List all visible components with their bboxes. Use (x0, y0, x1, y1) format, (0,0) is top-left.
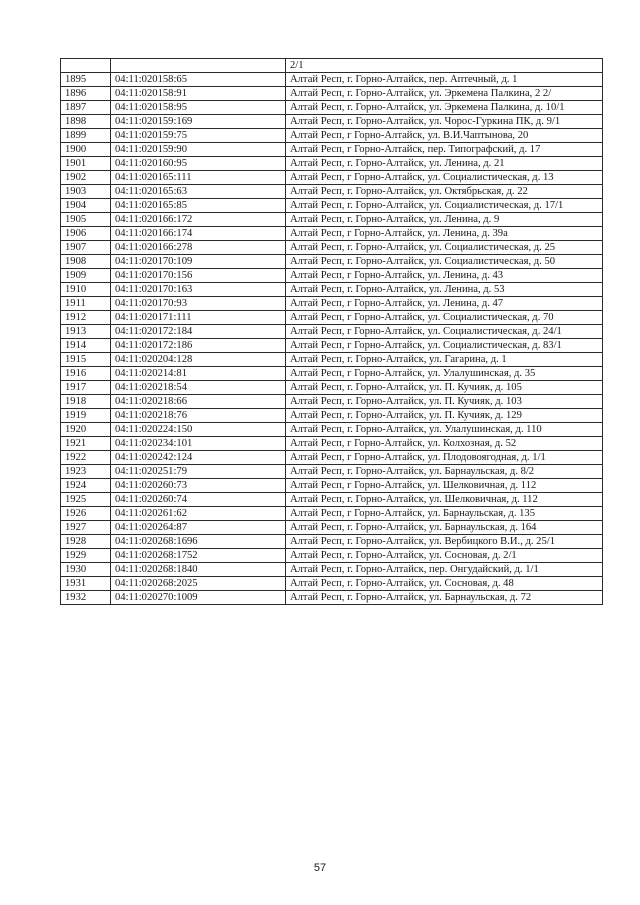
address-cell: Алтай Респ, г. Горно-Алтайск, ул. Барнаульская, д. 164 (286, 521, 603, 535)
table-row (61, 101, 603, 115)
row-number-cell: 1918 (61, 395, 111, 409)
cadastral-number-cell: 04:11:020165:111 (111, 171, 286, 185)
address-cell: Алтай Респ, г. Горно-Алтайск, ул. Барнаульская, д. 72 (286, 591, 603, 605)
cadastral-number-cell: 04:11:020270:1009 (111, 591, 286, 605)
row-number-cell: 1914 (61, 339, 111, 353)
table-row (61, 283, 603, 297)
table-row (61, 451, 603, 465)
table-row (61, 479, 603, 493)
table-row (61, 157, 603, 171)
address-cell: Алтай Респ, г Горно-Алтайск, ул. Барнаульская, д. 135 (286, 507, 603, 521)
row-number-cell: 1909 (61, 269, 111, 283)
row-number-cell: 1906 (61, 227, 111, 241)
cadastral-number-cell: 04:11:020224:150 (111, 423, 286, 437)
address-cell: Алтай Респ, г. Горно-Алтайск, ул. П. Кучияк, д. 129 (286, 409, 603, 423)
row-number-cell: 1923 (61, 465, 111, 479)
address-cell: Алтай Респ, г Горно-Алтайск, ул. Социалистическая, д. 83/1 (286, 339, 603, 353)
cadastral-number-cell: 04:11:020204:128 (111, 353, 286, 367)
address-cell: Алтай Респ, г Горно-Алтайск, ул. Шелковичная, д. 112 (286, 479, 603, 493)
table-row (61, 325, 603, 339)
table-row (61, 311, 603, 325)
cadastral-number-cell: 04:11:020234:101 (111, 437, 286, 451)
address-cell: Алтай Респ, г Горно-Алтайск, ул. В.И.Чаптынова, 20 (286, 129, 603, 143)
registry-table-body (61, 59, 603, 605)
address-cell: Алтай Респ, г. Горно-Алтайск, ул. П. Кучияк, д. 103 (286, 395, 603, 409)
row-number-cell: 1928 (61, 535, 111, 549)
cadastral-number-cell: 04:11:020172:186 (111, 339, 286, 353)
cadastral-number-cell: 04:11:020170:109 (111, 255, 286, 269)
table-row (61, 255, 603, 269)
table-row (61, 297, 603, 311)
address-cell: Алтай Респ, г. Горно-Алтайск, ул. П. Кучияк, д. 105 (286, 381, 603, 395)
row-number-cell: 1924 (61, 479, 111, 493)
address-cell: Алтай Респ, г. Горно-Алтайск, ул. Барнаульская, д. 8/2 (286, 465, 603, 479)
cadastral-number-cell: 04:11:020170:156 (111, 269, 286, 283)
property-registry-table (60, 58, 603, 605)
address-cell: Алтай Респ, г. Горно-Алтайск, ул. Ленина, д. 21 (286, 157, 603, 171)
row-number-cell: 1913 (61, 325, 111, 339)
cadastral-number-cell: 04:11:020218:66 (111, 395, 286, 409)
page-number: 57 (313, 862, 327, 874)
table-row (61, 129, 603, 143)
table-row (61, 241, 603, 255)
table-row (61, 577, 603, 591)
address-cell: Алтай Респ, г Горно-Алтайск, ул. Социалистическая, д. 24/1 (286, 325, 603, 339)
address-cell: Алтай Респ, г. Горно-Алтайск, ул. Эркемена Палкина, 2 2/ (286, 87, 603, 101)
table-row (61, 339, 603, 353)
address-cell: Алтай Респ, г. Горно-Алтайск, ул. Ленина, д. 9 (286, 213, 603, 227)
row-number-cell: 1897 (61, 101, 111, 115)
row-number-cell: 1926 (61, 507, 111, 521)
table-row (61, 185, 603, 199)
table-row (61, 409, 603, 423)
row-number-cell: 1901 (61, 157, 111, 171)
cadastral-number-cell: 04:11:020171:111 (111, 311, 286, 325)
table-row (61, 227, 603, 241)
address-cell: Алтай Респ, г Горно-Алтайск, ул. Улалушинская, д. 35 (286, 367, 603, 381)
cadastral-number-cell: 04:11:020159:90 (111, 143, 286, 157)
table-row (61, 115, 603, 129)
address-cell: Алтай Респ, г Горно-Алтайск, ул. Колхозная, д. 52 (286, 437, 603, 451)
row-number-cell: 1898 (61, 115, 111, 129)
cadastral-number-cell (111, 59, 286, 73)
row-number-cell: 1931 (61, 577, 111, 591)
table-row (61, 563, 603, 577)
table-row (61, 507, 603, 521)
table-row (61, 73, 603, 87)
row-number-cell: 1921 (61, 437, 111, 451)
address-cell: Алтай Респ, г. Горно-Алтайск, ул. Ленина, д. 53 (286, 283, 603, 297)
cadastral-number-cell: 04:11:020172:184 (111, 325, 286, 339)
row-number-cell: 1912 (61, 311, 111, 325)
cadastral-number-cell: 04:11:020260:73 (111, 479, 286, 493)
row-number-cell: 1908 (61, 255, 111, 269)
cadastral-number-cell: 04:11:020166:278 (111, 241, 286, 255)
address-cell: Алтай Респ, г. Горно-Алтайск, ул. Вербицкого В.И., д. 25/1 (286, 535, 603, 549)
cadastral-number-cell: 04:11:020214:81 (111, 367, 286, 381)
table-row (61, 213, 603, 227)
table-row (61, 171, 603, 185)
cadastral-number-cell: 04:11:020260:74 (111, 493, 286, 507)
row-number-cell: 1920 (61, 423, 111, 437)
cadastral-number-cell: 04:11:020170:163 (111, 283, 286, 297)
row-number-cell: 1899 (61, 129, 111, 143)
table-row (61, 395, 603, 409)
cadastral-number-cell: 04:11:020158:95 (111, 101, 286, 115)
address-cell: Алтай Респ, г. Горно-Алтайск, ул. Гагарина, д. 1 (286, 353, 603, 367)
address-cell: Алтай Респ, г Горно-Алтайск, ул. Ленина, д. 39а (286, 227, 603, 241)
table-row (61, 353, 603, 367)
row-number-cell: 1932 (61, 591, 111, 605)
address-cell: Алтай Респ, г. Горно-Алтайск, ул. Улалушинская, д. 110 (286, 423, 603, 437)
address-cell: Алтай Респ, г Горно-Алтайск, ул. Социалистическая, д. 13 (286, 171, 603, 185)
table-row (61, 423, 603, 437)
address-cell: Алтай Респ, г. Горно-Алтайск, ул. Октябрьская, д. 22 (286, 185, 603, 199)
cadastral-number-cell: 04:11:020165:63 (111, 185, 286, 199)
row-number-cell: 1917 (61, 381, 111, 395)
cadastral-number-cell: 04:11:020218:54 (111, 381, 286, 395)
address-cell: Алтай Респ, г Горно-Алтайск, ул. Плодовоягодная, д. 1/1 (286, 451, 603, 465)
row-number-cell: 1930 (61, 563, 111, 577)
table-row (61, 535, 603, 549)
address-cell: Алтай Респ, г. Горно-Алтайск, пер. Онгудайский, д. 1/1 (286, 563, 603, 577)
row-number-cell: 1916 (61, 367, 111, 381)
row-number-cell: 1927 (61, 521, 111, 535)
row-number-cell: 1895 (61, 73, 111, 87)
address-cell: Алтай Респ, г. Горно-Алтайск, ул. Чорос-Гуркина ПК, д. 9/1 (286, 115, 603, 129)
row-number-cell: 1900 (61, 143, 111, 157)
cadastral-number-cell: 04:11:020166:172 (111, 213, 286, 227)
address-cell: Алтай Респ, г Горно-Алтайск, ул. Социалистическая, д. 70 (286, 311, 603, 325)
table-row (61, 465, 603, 479)
cadastral-number-cell: 04:11:020268:2025 (111, 577, 286, 591)
table-row (61, 87, 603, 101)
cadastral-number-cell: 04:11:020264:87 (111, 521, 286, 535)
row-number-cell: 1915 (61, 353, 111, 367)
cadastral-number-cell: 04:11:020251:79 (111, 465, 286, 479)
address-cell: 2/1 (286, 59, 603, 73)
table-row (61, 381, 603, 395)
row-number-cell (61, 59, 111, 73)
cadastral-number-cell: 04:11:020268:1696 (111, 535, 286, 549)
address-cell: Алтай Респ, г. Горно-Алтайск, пер. Аптечный, д. 1 (286, 73, 603, 87)
row-number-cell: 1929 (61, 549, 111, 563)
cadastral-number-cell: 04:11:020166:174 (111, 227, 286, 241)
row-number-cell: 1905 (61, 213, 111, 227)
address-cell: Алтай Респ, г. Горно-Алтайск, ул. Социалистическая, д. 50 (286, 255, 603, 269)
address-cell: Алтай Респ, г. Горно-Алтайск, ул. Сосновая, д. 2/1 (286, 549, 603, 563)
row-number-cell: 1907 (61, 241, 111, 255)
cadastral-number-cell: 04:11:020159:169 (111, 115, 286, 129)
table-row (61, 437, 603, 451)
row-number-cell: 1911 (61, 297, 111, 311)
cadastral-number-cell: 04:11:020158:91 (111, 87, 286, 101)
table-row (61, 199, 603, 213)
address-cell: Алтай Респ, г. Горно-Алтайск, ул. Социалистическая, д. 25 (286, 241, 603, 255)
address-cell: Алтай Респ, г Горно-Алтайск, ул. Ленина, д. 47 (286, 297, 603, 311)
cadastral-number-cell: 04:11:020218:76 (111, 409, 286, 423)
row-number-cell: 1919 (61, 409, 111, 423)
cadastral-number-cell: 04:11:020261:62 (111, 507, 286, 521)
cadastral-number-cell: 04:11:020158:65 (111, 73, 286, 87)
row-number-cell: 1902 (61, 171, 111, 185)
table-row (61, 367, 603, 381)
table-row (61, 549, 603, 563)
cadastral-number-cell: 04:11:020268:1840 (111, 563, 286, 577)
address-cell: Алтай Респ, г Горно-Алтайск, пер. Типографский, д. 17 (286, 143, 603, 157)
address-cell: Алтай Респ, г. Горно-Алтайск, ул. Эркемена Палкина, д. 10/1 (286, 101, 603, 115)
row-number-cell: 1896 (61, 87, 111, 101)
cadastral-number-cell: 04:11:020160:95 (111, 157, 286, 171)
cadastral-number-cell: 04:11:020268:1752 (111, 549, 286, 563)
cadastral-number-cell: 04:11:020165:85 (111, 199, 286, 213)
cadastral-number-cell: 04:11:020159:75 (111, 129, 286, 143)
row-number-cell: 1922 (61, 451, 111, 465)
table-row (61, 521, 603, 535)
row-number-cell: 1910 (61, 283, 111, 297)
address-cell: Алтай Респ, г. Горно-Алтайск, ул. Социалистическая, д. 17/1 (286, 199, 603, 213)
row-number-cell: 1904 (61, 199, 111, 213)
row-number-cell: 1925 (61, 493, 111, 507)
table-row (61, 269, 603, 283)
address-cell: Алтай Респ, г Горно-Алтайск, ул. Ленина, д. 43 (286, 269, 603, 283)
table-row (61, 143, 603, 157)
address-cell: Алтай Респ, г. Горно-Алтайск, ул. Сосновая, д. 48 (286, 577, 603, 591)
cadastral-number-cell: 04:11:020170:93 (111, 297, 286, 311)
table-row (61, 591, 603, 605)
table-row (61, 493, 603, 507)
address-cell: Алтай Респ, г. Горно-Алтайск, ул. Шелковичная, д. 112 (286, 493, 603, 507)
row-number-cell: 1903 (61, 185, 111, 199)
table-row-fragment (61, 59, 603, 73)
cadastral-number-cell: 04:11:020242:124 (111, 451, 286, 465)
